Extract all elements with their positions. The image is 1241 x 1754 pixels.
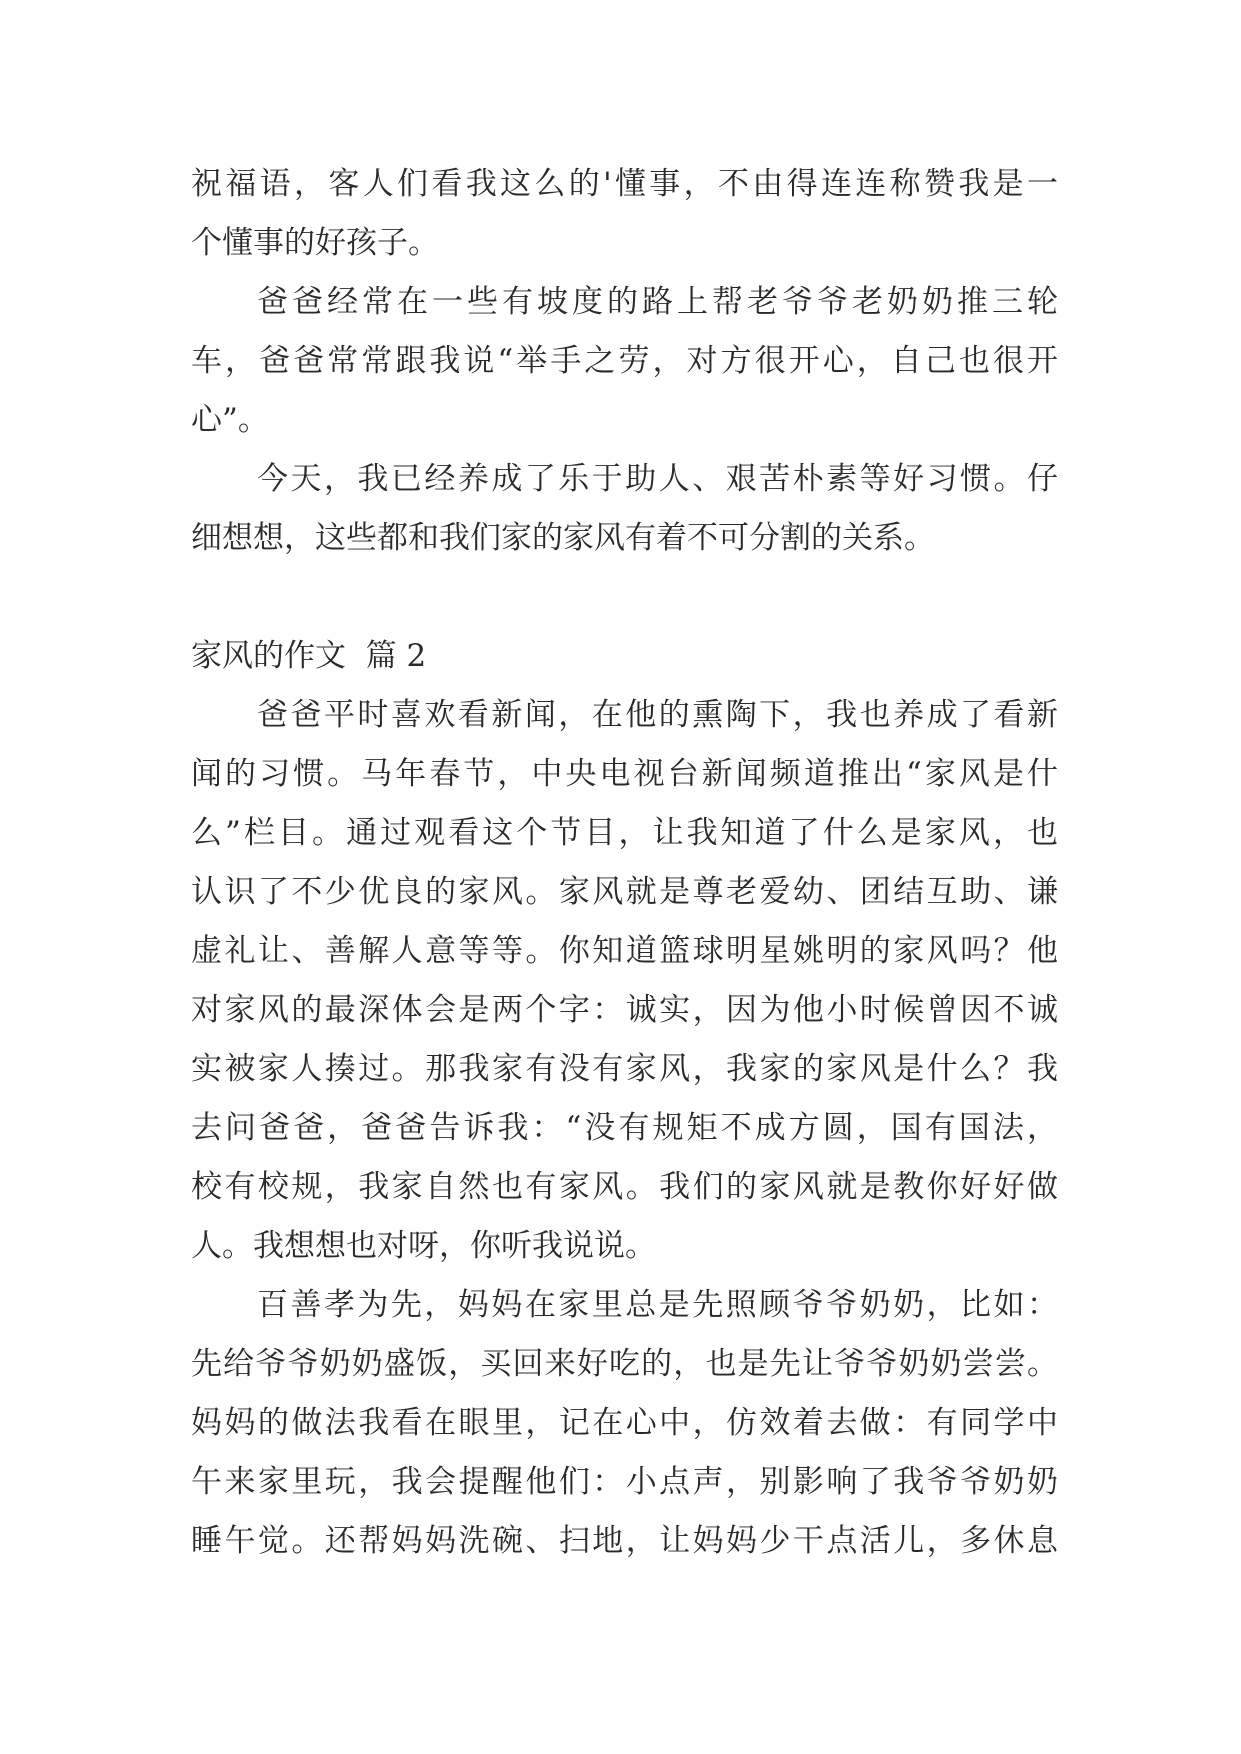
paragraph-line: 么”栏目。通过观看这个节目，让我知道了什么是家风，也 [191, 815, 1058, 851]
paragraph-line: 百善孝为先，妈妈在家里总是先照顾爷爷奶奶，比如： [257, 1287, 1058, 1323]
paragraph [191, 686, 1058, 1276]
paragraph-line: 先给爷爷奶奶盛饭，买回来好吃的，也是先让爷爷奶奶尝尝。 [191, 1346, 1058, 1382]
paragraph-line: 今天，我已经养成了乐于助人、艰苦朴素等好习惯。仔 [257, 461, 1058, 497]
section-spacer [191, 568, 1058, 627]
paragraph-line: 爸爸平时喜欢看新闻，在他的熏陶下，我也养成了看新 [257, 697, 1058, 733]
paragraph-line: 午来家里玩，我会提醒他们：小点声，别影响了我爷爷奶奶 [191, 1464, 1058, 1500]
paragraph-line: 妈妈的做法我看在眼里，记在心中，仿效着去做：有同学中 [191, 1405, 1058, 1441]
paragraph-line: 对家风的最深体会是两个字：诚实，因为他小时候曾因不诚 [191, 992, 1058, 1028]
paragraph-line: 个懂事的好孩子。 [191, 225, 439, 261]
paragraph [191, 155, 1058, 273]
paragraph-line: 虚礼让、善解人意等等。你知道篮球明星姚明的家风吗？他 [191, 933, 1058, 969]
section-heading: 家风的作文 篇 2 [191, 638, 427, 674]
paragraph [191, 450, 1058, 568]
paragraph-line: 校有校规，我家自然也有家风。我们的家风就是教你好好做 [191, 1169, 1058, 1205]
paragraph-line: 睡午觉。还帮妈妈洗碗、扫地，让妈妈少干点活儿，多休息 [191, 1523, 1058, 1559]
paragraph [191, 273, 1058, 450]
paragraph-line: 爸爸经常在一些有坡度的路上帮老爷爷老奶奶推三轮 [257, 284, 1058, 320]
paragraph-line: 祝福语，客人们看我这么的'懂事，不由得连连称赞我是一 [191, 166, 1058, 202]
paragraph-line: 车，爸爸常常跟我说“举手之劳，对方很开心，自己也很开 [191, 343, 1058, 379]
document-body [191, 155, 1058, 1571]
paragraph-line: 细想想，这些都和我们家的家风有着不可分割的关系。 [191, 520, 935, 556]
paragraph [191, 1276, 1058, 1571]
paragraph-line: 去问爸爸，爸爸告诉我：“没有规矩不成方圆，国有国法， [191, 1110, 1058, 1146]
paragraph-line: 闻的习惯。马年春节，中央电视台新闻频道推出“家风是什 [191, 756, 1058, 792]
paragraph-line: 人。我想想也对呀，你听我说说。 [191, 1228, 656, 1264]
paragraph-line: 心”。 [191, 402, 269, 438]
paragraph-line: 实被家人揍过。那我家有没有家风，我家的家风是什么？我 [191, 1051, 1058, 1087]
paragraph-line: 认识了不少优良的家风。家风就是尊老爱幼、团结互助、谦 [191, 874, 1058, 910]
